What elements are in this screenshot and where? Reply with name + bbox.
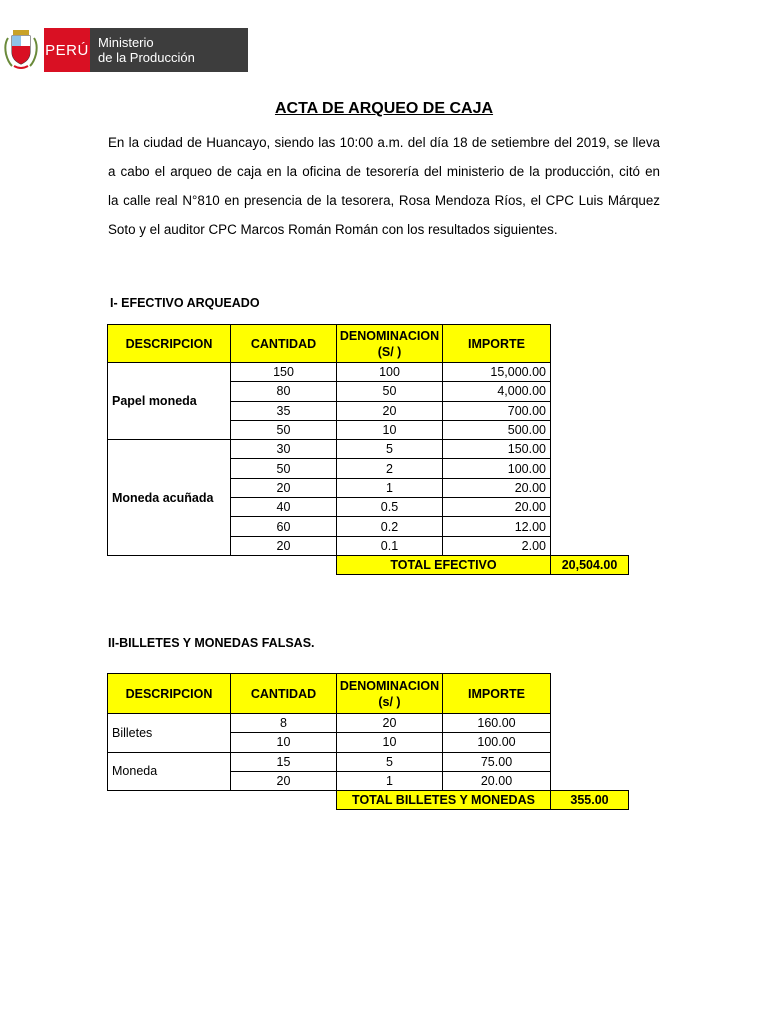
cell-denom: 10 (337, 420, 443, 439)
paragraph-line: Soto y el auditor CPC Marcos Román Román con los resultados siguientes. (108, 222, 558, 237)
cell-qty: 50 (231, 420, 337, 439)
intro-paragraph (108, 128, 660, 244)
header-description: DESCRIPCION (108, 674, 231, 714)
cell-amount: 20.00 (443, 498, 551, 517)
cell-qty: 20 (231, 478, 337, 497)
total-counterfeit-value: 355.00 (551, 791, 629, 810)
cell-qty: 20 (231, 771, 337, 790)
cell-denom: 50 (337, 382, 443, 401)
cell-qty: 15 (231, 752, 337, 771)
cell-denom: 0.1 (337, 536, 443, 555)
cell-amount: 20.00 (443, 478, 551, 497)
cell-amount: 100.00 (443, 459, 551, 478)
cell-amount: 4,000.00 (443, 382, 551, 401)
cell-amount: 150.00 (443, 440, 551, 459)
header-quantity: CANTIDAD (231, 674, 337, 714)
counterfeit-table (107, 673, 629, 810)
cell-amount: 100.00 (443, 733, 551, 752)
cell-qty: 150 (231, 363, 337, 382)
cell-denom: 100 (337, 363, 443, 382)
ministry-header (0, 24, 248, 76)
cell-amount: 160.00 (443, 714, 551, 733)
cell-qty: 80 (231, 382, 337, 401)
cell-denom: 5 (337, 440, 443, 459)
cell-amount: 2.00 (443, 536, 551, 555)
total-cash-label: TOTAL EFECTIVO (337, 555, 551, 574)
header-denomination: DENOMINACION (S/ ) (337, 325, 443, 363)
document-title: ACTA DE ARQUEO DE CAJA (274, 100, 494, 117)
header-denomination: DENOMINACION (s/ ) (337, 674, 443, 714)
header-amount: IMPORTE (443, 674, 551, 714)
peru-label: PERÚ (44, 28, 90, 72)
cell-qty: 10 (231, 733, 337, 752)
cell-denom: 1 (337, 771, 443, 790)
cell-denom: 0.5 (337, 498, 443, 517)
cell-qty: 8 (231, 714, 337, 733)
cell-qty: 50 (231, 459, 337, 478)
cell-denom: 5 (337, 752, 443, 771)
group-label: Papel moneda (108, 363, 231, 440)
ministry-line-1: Ministerio (98, 35, 154, 50)
cell-qty: 30 (231, 440, 337, 459)
cell-amount: 12.00 (443, 517, 551, 536)
total-counterfeit-label: TOTAL BILLETES Y MONEDAS (337, 791, 551, 810)
cell-qty: 35 (231, 401, 337, 420)
paragraph-line: a cabo el arqueo de caja en la oficina de tesorería del ministerio de la producción, citó en (108, 164, 660, 179)
cell-qty: 60 (231, 517, 337, 536)
cell-denom: 20 (337, 401, 443, 420)
header-description: DESCRIPCION (108, 325, 231, 363)
paragraph-line: la calle real N°810 en presencia de la tesorera, Rosa Mendoza Ríos, el CPC Luis Márquez (108, 193, 660, 208)
coat-of-arms-icon (4, 26, 38, 72)
cell-denom: 1 (337, 478, 443, 497)
cash-table (107, 324, 629, 575)
header-amount: IMPORTE (443, 325, 551, 363)
cell-amount: 20.00 (443, 771, 551, 790)
ministry-name (90, 28, 248, 72)
section-2-title: II-BILLETES Y MONEDAS FALSAS. (108, 636, 315, 650)
cell-denom: 20 (337, 714, 443, 733)
total-cash-value: 20,504.00 (551, 555, 629, 574)
cell-amount: 75.00 (443, 752, 551, 771)
group-label: Billetes (108, 714, 231, 753)
cell-amount: 15,000.00 (443, 363, 551, 382)
header-quantity: CANTIDAD (231, 325, 337, 363)
cell-denom: 2 (337, 459, 443, 478)
paragraph-line: En la ciudad de Huancayo, siendo las 10:00 a.m. del día 18 de setiembre del 2019, se lleva (108, 135, 660, 150)
section-1-title: I- EFECTIVO ARQUEADO (110, 296, 260, 310)
cell-amount: 500.00 (443, 420, 551, 439)
cell-amount: 700.00 (443, 401, 551, 420)
ministry-line-2: de la Producción (98, 50, 195, 65)
group-label: Moneda acuñada (108, 440, 231, 556)
group-label: Moneda (108, 752, 231, 791)
cell-denom: 0.2 (337, 517, 443, 536)
cell-qty: 40 (231, 498, 337, 517)
cell-denom: 10 (337, 733, 443, 752)
cell-qty: 20 (231, 536, 337, 555)
